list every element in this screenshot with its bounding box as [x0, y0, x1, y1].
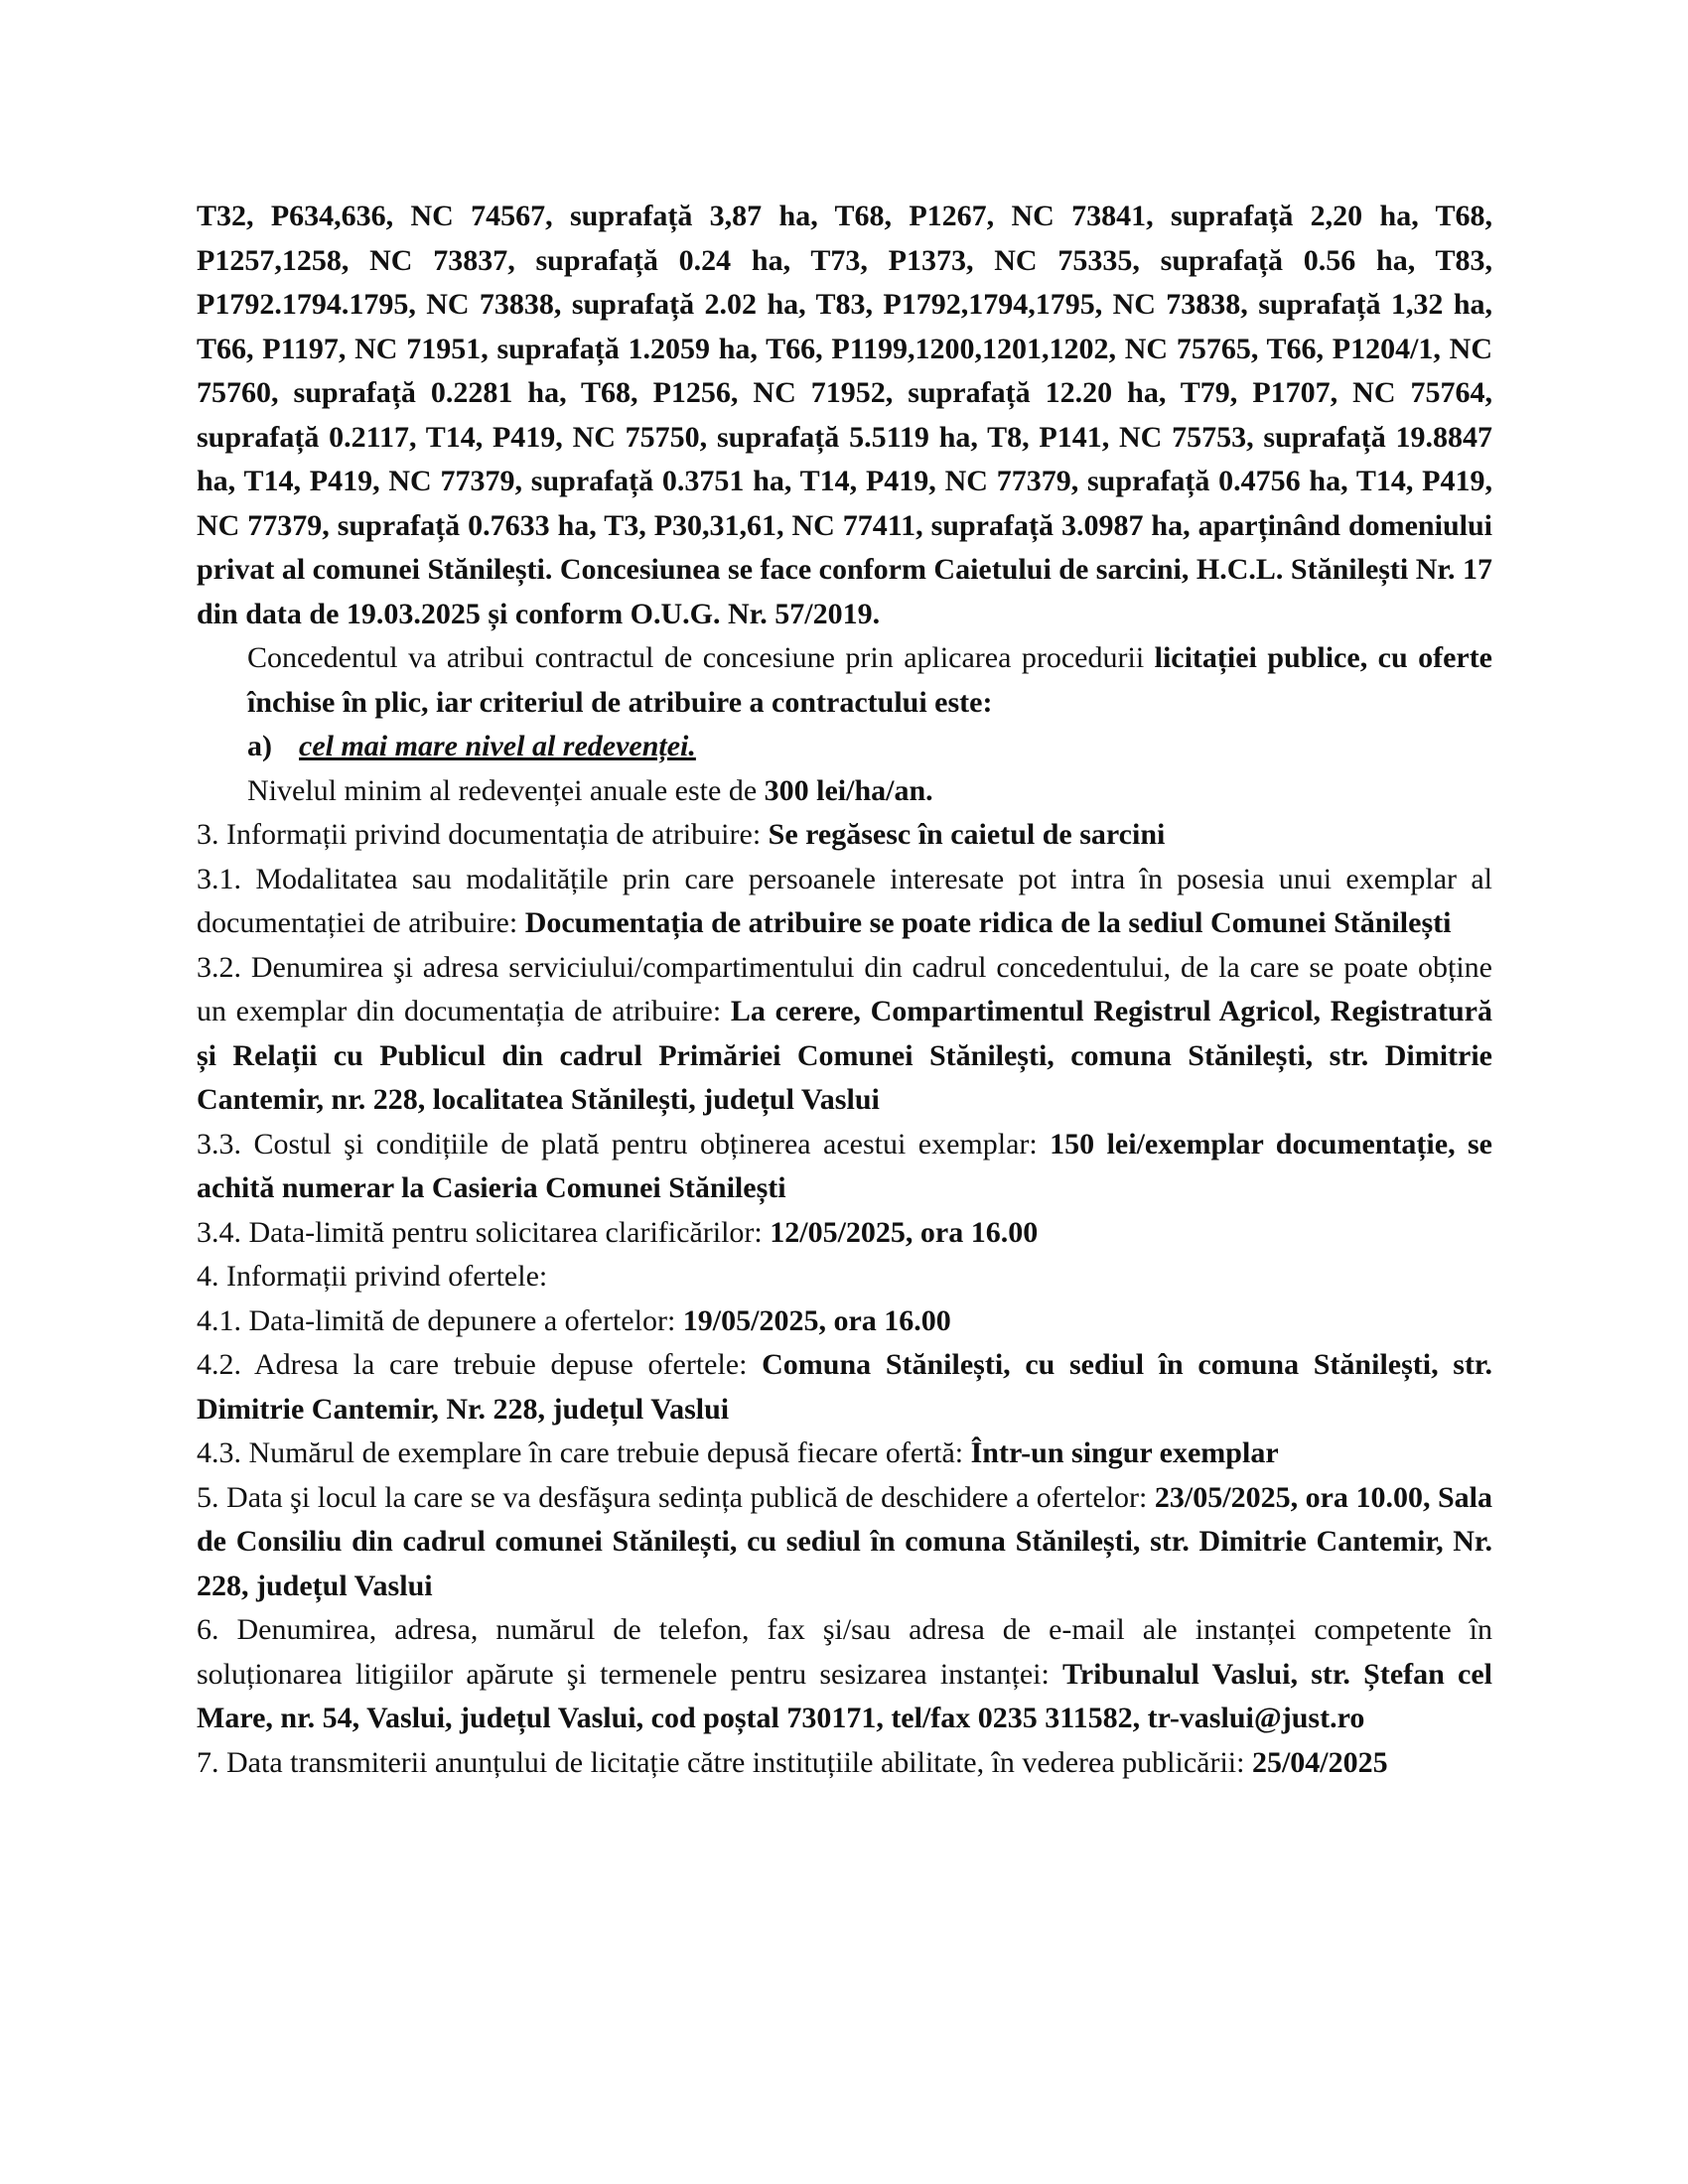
section-value: La cerere, Compartimentul Registrul Agricol, Registratură și Relații cu Publicul din cadrul Primăriei Comunei Stănilești, comuna Stănilești, str. Dimitrie Cantemir, nr. 228, localitatea Stănilești, județul Vaslui	[197, 995, 1492, 1116]
section-value: Documentația de atribuire se poate ridica de la sediul Comunei Stănilești	[524, 906, 1452, 939]
intro-paragraph	[197, 195, 1492, 636]
section-lead: 4. Informații privind ofertele:	[197, 1260, 548, 1293]
document-page	[197, 195, 1492, 1785]
section-value: 25/04/2025	[1251, 1745, 1388, 1779]
criterion-item	[197, 725, 1492, 769]
section-3-2	[197, 946, 1492, 1123]
section-lead: 6. Denumirea, adresa, numărul de telefon, fax şi/sau adresa de e-mail ale instanței competente în soluționarea litigiilor apărute şi termenele pentru sesizarea instanței:	[197, 1613, 1492, 1691]
section-3-1	[197, 858, 1492, 946]
section-value: 19/05/2025, ora 16.00	[682, 1303, 951, 1337]
section-lead: 3.4. Data-limită pentru solicitarea clarificărilor:	[197, 1215, 771, 1249]
section-4-1	[197, 1299, 1492, 1344]
section-lead: 7. Data transmiterii anunțului de licitație către instituțiile abilitate, în vederea publicării:	[197, 1745, 1252, 1779]
section-5	[197, 1476, 1492, 1609]
minimum-paragraph	[197, 769, 1492, 814]
section-3-3	[197, 1123, 1492, 1211]
section-3-4	[197, 1211, 1492, 1256]
section-lead: 3.1. Modalitatea sau modalitățile prin care persoanele interesate pot intra în posesia unui exemplar al documentației de atribuire:	[197, 862, 1492, 939]
section-value: Tribunalul Vaslui, str. Ștefan cel Mare, nr. 54, Vaslui, județul Vaslui, cod poștal 730171, tel/fax 0235 311582, tr-vaslui@just.ro	[197, 1657, 1492, 1734]
section-6	[197, 1608, 1492, 1741]
section-lead: 3. Informații privind documentația de atribuire:	[197, 818, 769, 851]
section-4	[197, 1255, 1492, 1299]
section-value: 23/05/2025, ora 10.00, Sala de Consiliu din cadrul comunei Stănilești, cu sediul în comuna Stănilești, str. Dimitrie Cantemir, Nr. 228, județul Vaslui	[197, 1480, 1492, 1602]
section-value: 12/05/2025, ora 16.00	[770, 1215, 1039, 1249]
section-lead: 3.3. Costul şi condițiile de plată pentru obținerea acestui exemplar:	[197, 1127, 1051, 1160]
criterion-text: cel mai mare nivel al redevenței.	[299, 730, 696, 762]
section-4-3	[197, 1432, 1492, 1476]
section-lead: 5. Data şi locul la care se va desfăşura sedința publică de deschidere a ofertelor:	[197, 1480, 1155, 1514]
section-3	[197, 813, 1492, 858]
minimum-bold: 300 lei/ha/an.	[764, 773, 933, 807]
section-lead: 3.2. Denumirea şi adresa serviciului/compartimentului din cadrul concedentului, de la care se poate obține un exemplar din documentația de atribuire:	[197, 950, 1492, 1027]
section-7	[197, 1741, 1492, 1786]
section-4-2	[197, 1343, 1492, 1432]
section-value: Comuna Stănilești, cu sediul în comuna Stănilești, str. Dimitrie Cantemir, Nr. 228, județul Vaslui	[197, 1348, 1492, 1426]
section-value: Se regăsesc în caietul de sarcini	[768, 818, 1166, 851]
minimum-lead: Nivelul minim al redevenței anuale este de	[247, 773, 765, 807]
procedure-paragraph	[197, 636, 1492, 725]
section-lead: 4.1. Data-limită de depunere a ofertelor:	[197, 1303, 683, 1337]
intro-text: T32, P634,636, NC 74567, suprafață 3,87 ha, T68, P1267, NC 73841, suprafață 2,20 ha, T68, P1257,1258, NC 73837, suprafață 0.24 ha, T73, P1373, NC 75335, suprafață 0.56 ha, T83, P1792.1794.1795, NC 73838, suprafață 2.02 ha, T83, P1792,1794,1795, NC 73838, suprafață 1,32 ha, T66, P1197, NC 71951, suprafață 1.2059 ha, T66, P1199,1200,1201,1202, NC 75765, T66, P1204/1, NC 75760, suprafață 0.2281 ha, T68, P1256, NC 71952, suprafață 12.20 ha, T79, P1707, NC 75764, suprafață 0.2117, T14, P419, NC 75750, suprafață 5.5119 ha, T8, P141, NC 75753, suprafață 19.8847 ha, T14, P419, NC 77379, suprafață 0.3751 ha, T14, P419, NC 77379, suprafață 0.4756 ha, T14, P419, NC 77379, suprafață 0.7633 ha, T3, P30,31,61, NC 77411, suprafață 3.0987 ha, aparținând domeniului privat al comunei Stănilești. Concesiunea se face conform Caietului de sarcini, H.C.L. Stănilești Nr. 17 din data de 19.03.2025 și conform O.U.G. Nr. 57/2019.	[197, 200, 1492, 630]
section-value: 150 lei/exemplar documentație, se achită numerar la Casieria Comunei Stănilești	[197, 1127, 1493, 1204]
procedure-bold: licitației publice, cu oferte închise în plic, iar criteriul de atribuire a contractului este:	[247, 641, 1493, 719]
criterion-label: a)	[247, 730, 272, 762]
section-value: Într-un singur exemplar	[970, 1436, 1279, 1469]
section-lead: 4.2. Adresa la care trebuie depuse ofertele:	[197, 1348, 763, 1381]
procedure-lead: Concedentul va atribui contractul de concesiune prin aplicarea procedurii	[247, 641, 1155, 674]
section-lead: 4.3. Numărul de exemplare în care trebuie depusă fiecare ofertă:	[197, 1436, 971, 1469]
